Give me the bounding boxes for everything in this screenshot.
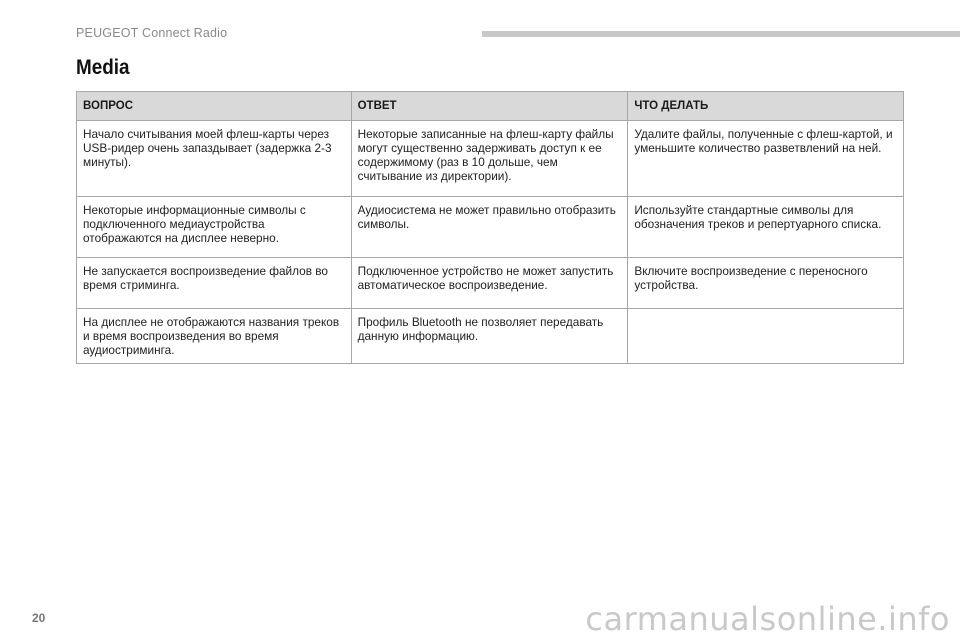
answer-cell: Подключенное устройство не может запустить автоматическое воспроизведение. bbox=[351, 258, 628, 309]
answer-cell: Аудиосистема не может правильно отобразить символы. bbox=[351, 197, 628, 258]
solution-cell: Удалите файлы, полученные с флеш-картой, и уменьшите количество разветвлений на ней. bbox=[628, 121, 904, 197]
question-cell: Не запускается воспроизведение файлов во время стриминга. bbox=[77, 258, 352, 309]
column-header-answer: ОТВЕТ bbox=[351, 92, 628, 121]
answer-cell: Профиль Bluetooth не позволяет передавать данную информацию. bbox=[351, 309, 628, 364]
table-row bbox=[77, 258, 904, 309]
solution-cell bbox=[628, 309, 904, 364]
question-cell: Начало считывания моей флеш-карты через USB-ридер очень запаздывает (задержка 2-3 минуты). bbox=[77, 121, 352, 197]
header-divider bbox=[482, 31, 960, 37]
column-header-solution: ЧТО ДЕЛАТЬ bbox=[628, 92, 904, 121]
manual-header-label: PEUGEOT Connect Radio bbox=[76, 26, 228, 40]
question-cell: На дисплее не отображаются названия треков и время воспроизведения во время аудиостриминга. bbox=[77, 309, 352, 364]
faq-table bbox=[76, 91, 904, 364]
watermark: carmanualsonline.info bbox=[585, 600, 950, 638]
table-row bbox=[77, 121, 904, 197]
answer-cell: Некоторые записанные на флеш-карту файлы могут существенно задерживать доступ к ее содержимому (раз в 10 дольше, чем считывание из директории). bbox=[351, 121, 628, 197]
solution-cell: Включите воспроизведение с переносного устройства. bbox=[628, 258, 904, 309]
solution-cell: Используйте стандартные символы для обозначения треков и репертуарного списка. bbox=[628, 197, 904, 258]
table-row bbox=[77, 197, 904, 258]
question-cell: Некоторые информационные символы с подключенного медиаустройства отображаются на дисплее неверно. bbox=[77, 197, 352, 258]
page-number: 20 bbox=[32, 611, 46, 625]
table-row bbox=[77, 309, 904, 364]
table-header-row bbox=[77, 92, 904, 121]
section-title: Media bbox=[76, 56, 130, 79]
column-header-question: ВОПРОС bbox=[77, 92, 352, 121]
